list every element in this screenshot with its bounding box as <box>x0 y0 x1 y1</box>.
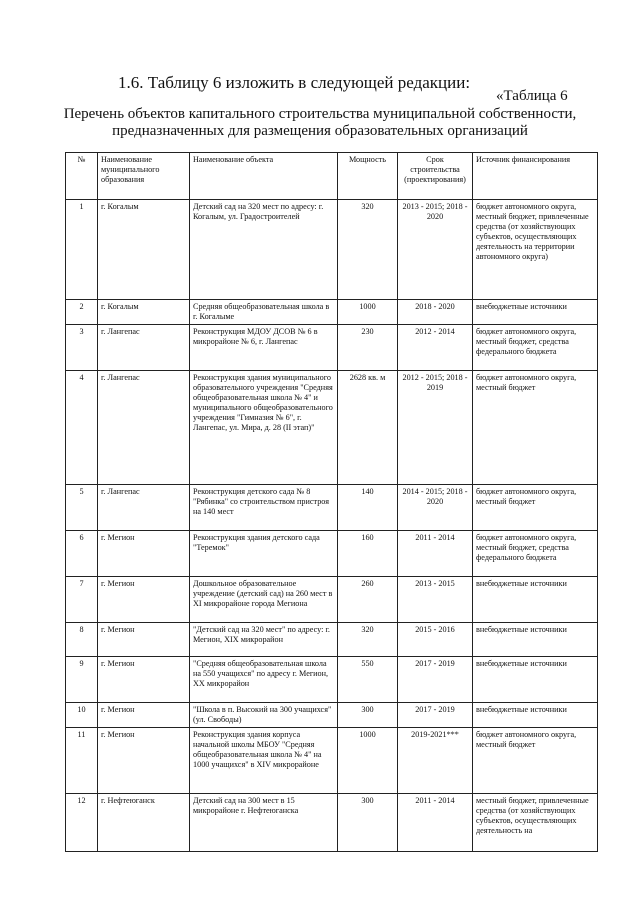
cell-number: 11 <box>66 728 98 794</box>
cell-municipality: г. Лангепас <box>98 371 190 485</box>
cell-object: Средняя общеобразовательная школа в г. Когалыме <box>190 300 338 325</box>
table-title-line-1: Перечень объектов капитального строительства муниципальной собственности, <box>63 106 577 122</box>
cell-source: внебюджетные источники <box>473 577 598 623</box>
cell-term: 2012 - 2015; 2018 - 2019 <box>398 371 473 485</box>
cell-object: Реконструкция здания муниципального образовательного учреждения "Средняя общеобразовательная школа № 4" и муниципального общеобразовательного учреждения "Гимназия № 6", г. Лангепас, ул. Мира, д. 28 (II этап)" <box>190 371 338 485</box>
table-row <box>66 623 598 657</box>
cell-number: 6 <box>66 531 98 577</box>
cell-source: бюджет автономного округа, местный бюджет <box>473 371 598 485</box>
column-header-source: Источник финансирования <box>473 153 598 200</box>
cell-number: 2 <box>66 300 98 325</box>
cell-term: 2018 - 2020 <box>398 300 473 325</box>
cell-capacity: 300 <box>338 794 398 852</box>
cell-municipality: г. Лангепас <box>98 485 190 531</box>
cell-object: Дошкольное образовательное учреждение (детский сад) на 260 мест в XI микрорайоне города Мегиона <box>190 577 338 623</box>
cell-capacity: 320 <box>338 623 398 657</box>
table-row <box>66 200 598 300</box>
cell-municipality: г. Мегион <box>98 531 190 577</box>
cell-object: "Школа в п. Высокий на 300 учащихся" (ул. Свободы) <box>190 703 338 728</box>
cell-number: 8 <box>66 623 98 657</box>
column-header-object: Наименование объекта <box>190 153 338 200</box>
cell-source: бюджет автономного округа, местный бюджет, средства федерального бюджета <box>473 531 598 577</box>
cell-capacity: 300 <box>338 703 398 728</box>
cell-source: внебюджетные источники <box>473 657 598 703</box>
cell-object: Реконструкция здания корпуса начальной школы МБОУ "Средняя общеобразовательная школа № 4" на 1000 учащихся" в XIV микрорайоне <box>190 728 338 794</box>
cell-object: "Средняя общеобразовательная школа на 550 учащихся" по адресу г. Мегион, XX микрорайон <box>190 657 338 703</box>
cell-capacity: 550 <box>338 657 398 703</box>
cell-number: 4 <box>66 371 98 485</box>
cell-source: бюджет автономного округа, местный бюджет, привлеченные средства (от хозяйствующих субъектов, осуществляющих деятельность на территории автономного округа) <box>473 200 598 300</box>
cell-source: местный бюджет, привлеченные средства (от хозяйствующих субъектов, осуществляющих деятельность на <box>473 794 598 852</box>
table-row <box>66 531 598 577</box>
table-row <box>66 794 598 852</box>
cell-number: 1 <box>66 200 98 300</box>
table-row <box>66 703 598 728</box>
table-row <box>66 325 598 371</box>
cell-source: бюджет автономного округа, местный бюджет <box>473 485 598 531</box>
table-row <box>66 300 598 325</box>
cell-municipality: г. Мегион <box>98 577 190 623</box>
cell-term: 2011 - 2014 <box>398 794 473 852</box>
cell-source: внебюджетные источники <box>473 623 598 657</box>
cell-object: Реконструкция здания детского сада "Теремок" <box>190 531 338 577</box>
cell-term: 2013 - 2015; 2018 - 2020 <box>398 200 473 300</box>
cell-object: "Детский сад на 320 мест" по адресу: г. Мегион, XIX микрорайон <box>190 623 338 657</box>
cell-number: 3 <box>66 325 98 371</box>
cell-term: 2017 - 2019 <box>398 703 473 728</box>
cell-municipality: г. Нефтеюганск <box>98 794 190 852</box>
cell-municipality: г. Мегион <box>98 728 190 794</box>
cell-capacity: 260 <box>338 577 398 623</box>
column-header-capacity: Мощность <box>338 153 398 200</box>
objects-table <box>65 152 598 852</box>
cell-term: 2017 - 2019 <box>398 657 473 703</box>
cell-number: 9 <box>66 657 98 703</box>
cell-municipality: г. Когалым <box>98 200 190 300</box>
cell-source: бюджет автономного округа, местный бюджет <box>473 728 598 794</box>
cell-capacity: 1000 <box>338 300 398 325</box>
cell-capacity: 1000 <box>338 728 398 794</box>
cell-municipality: г. Мегион <box>98 703 190 728</box>
column-header-number: № <box>66 153 98 200</box>
cell-municipality: г. Мегион <box>98 623 190 657</box>
table-title-line-2: предназначенных для размещения образовательных организаций <box>112 123 528 139</box>
cell-term: 2012 - 2014 <box>398 325 473 371</box>
cell-source: внебюджетные источники <box>473 300 598 325</box>
cell-object: Реконструкция детского сада № 8 "Рябинка" со строительством пристроя на 140 мест <box>190 485 338 531</box>
clause-heading: 1.6. Таблицу 6 изложить в следующей редакции: <box>118 73 471 92</box>
table-row <box>66 485 598 531</box>
cell-municipality: г. Когалым <box>98 300 190 325</box>
cell-term: 2014 - 2015; 2018 - 2020 <box>398 485 473 531</box>
table-row <box>66 728 598 794</box>
table-reference: «Таблица 6 <box>496 88 568 104</box>
cell-number: 12 <box>66 794 98 852</box>
table-row <box>66 657 598 703</box>
cell-capacity: 320 <box>338 200 398 300</box>
cell-capacity: 140 <box>338 485 398 531</box>
cell-object: Реконструкция МДОУ ДСОВ № 6 в микрорайоне № 6, г. Лангепас <box>190 325 338 371</box>
cell-term: 2015 - 2016 <box>398 623 473 657</box>
cell-source: внебюджетные источники <box>473 703 598 728</box>
cell-source: бюджет автономного округа, местный бюджет, средства федерального бюджета <box>473 325 598 371</box>
cell-number: 7 <box>66 577 98 623</box>
cell-municipality: г. Лангепас <box>98 325 190 371</box>
column-header-municipality: Наименование муниципального образования <box>98 153 190 200</box>
cell-municipality: г. Мегион <box>98 657 190 703</box>
column-header-term: Срок строительства (проектирования) <box>398 153 473 200</box>
table-row <box>66 371 598 485</box>
cell-capacity: 230 <box>338 325 398 371</box>
table-row <box>66 577 598 623</box>
cell-capacity: 160 <box>338 531 398 577</box>
cell-term: 2019-2021*** <box>398 728 473 794</box>
table-header-row <box>66 153 598 200</box>
cell-object: Детский сад на 300 мест в 15 микрорайоне г. Нефтеюганска <box>190 794 338 852</box>
cell-object: Детский сад на 320 мест по адресу: г. Когалым, ул. Градостроителей <box>190 200 338 300</box>
cell-term: 2011 - 2014 <box>398 531 473 577</box>
cell-term: 2013 - 2015 <box>398 577 473 623</box>
cell-number: 5 <box>66 485 98 531</box>
cell-number: 10 <box>66 703 98 728</box>
cell-capacity: 2628 кв. м <box>338 371 398 485</box>
